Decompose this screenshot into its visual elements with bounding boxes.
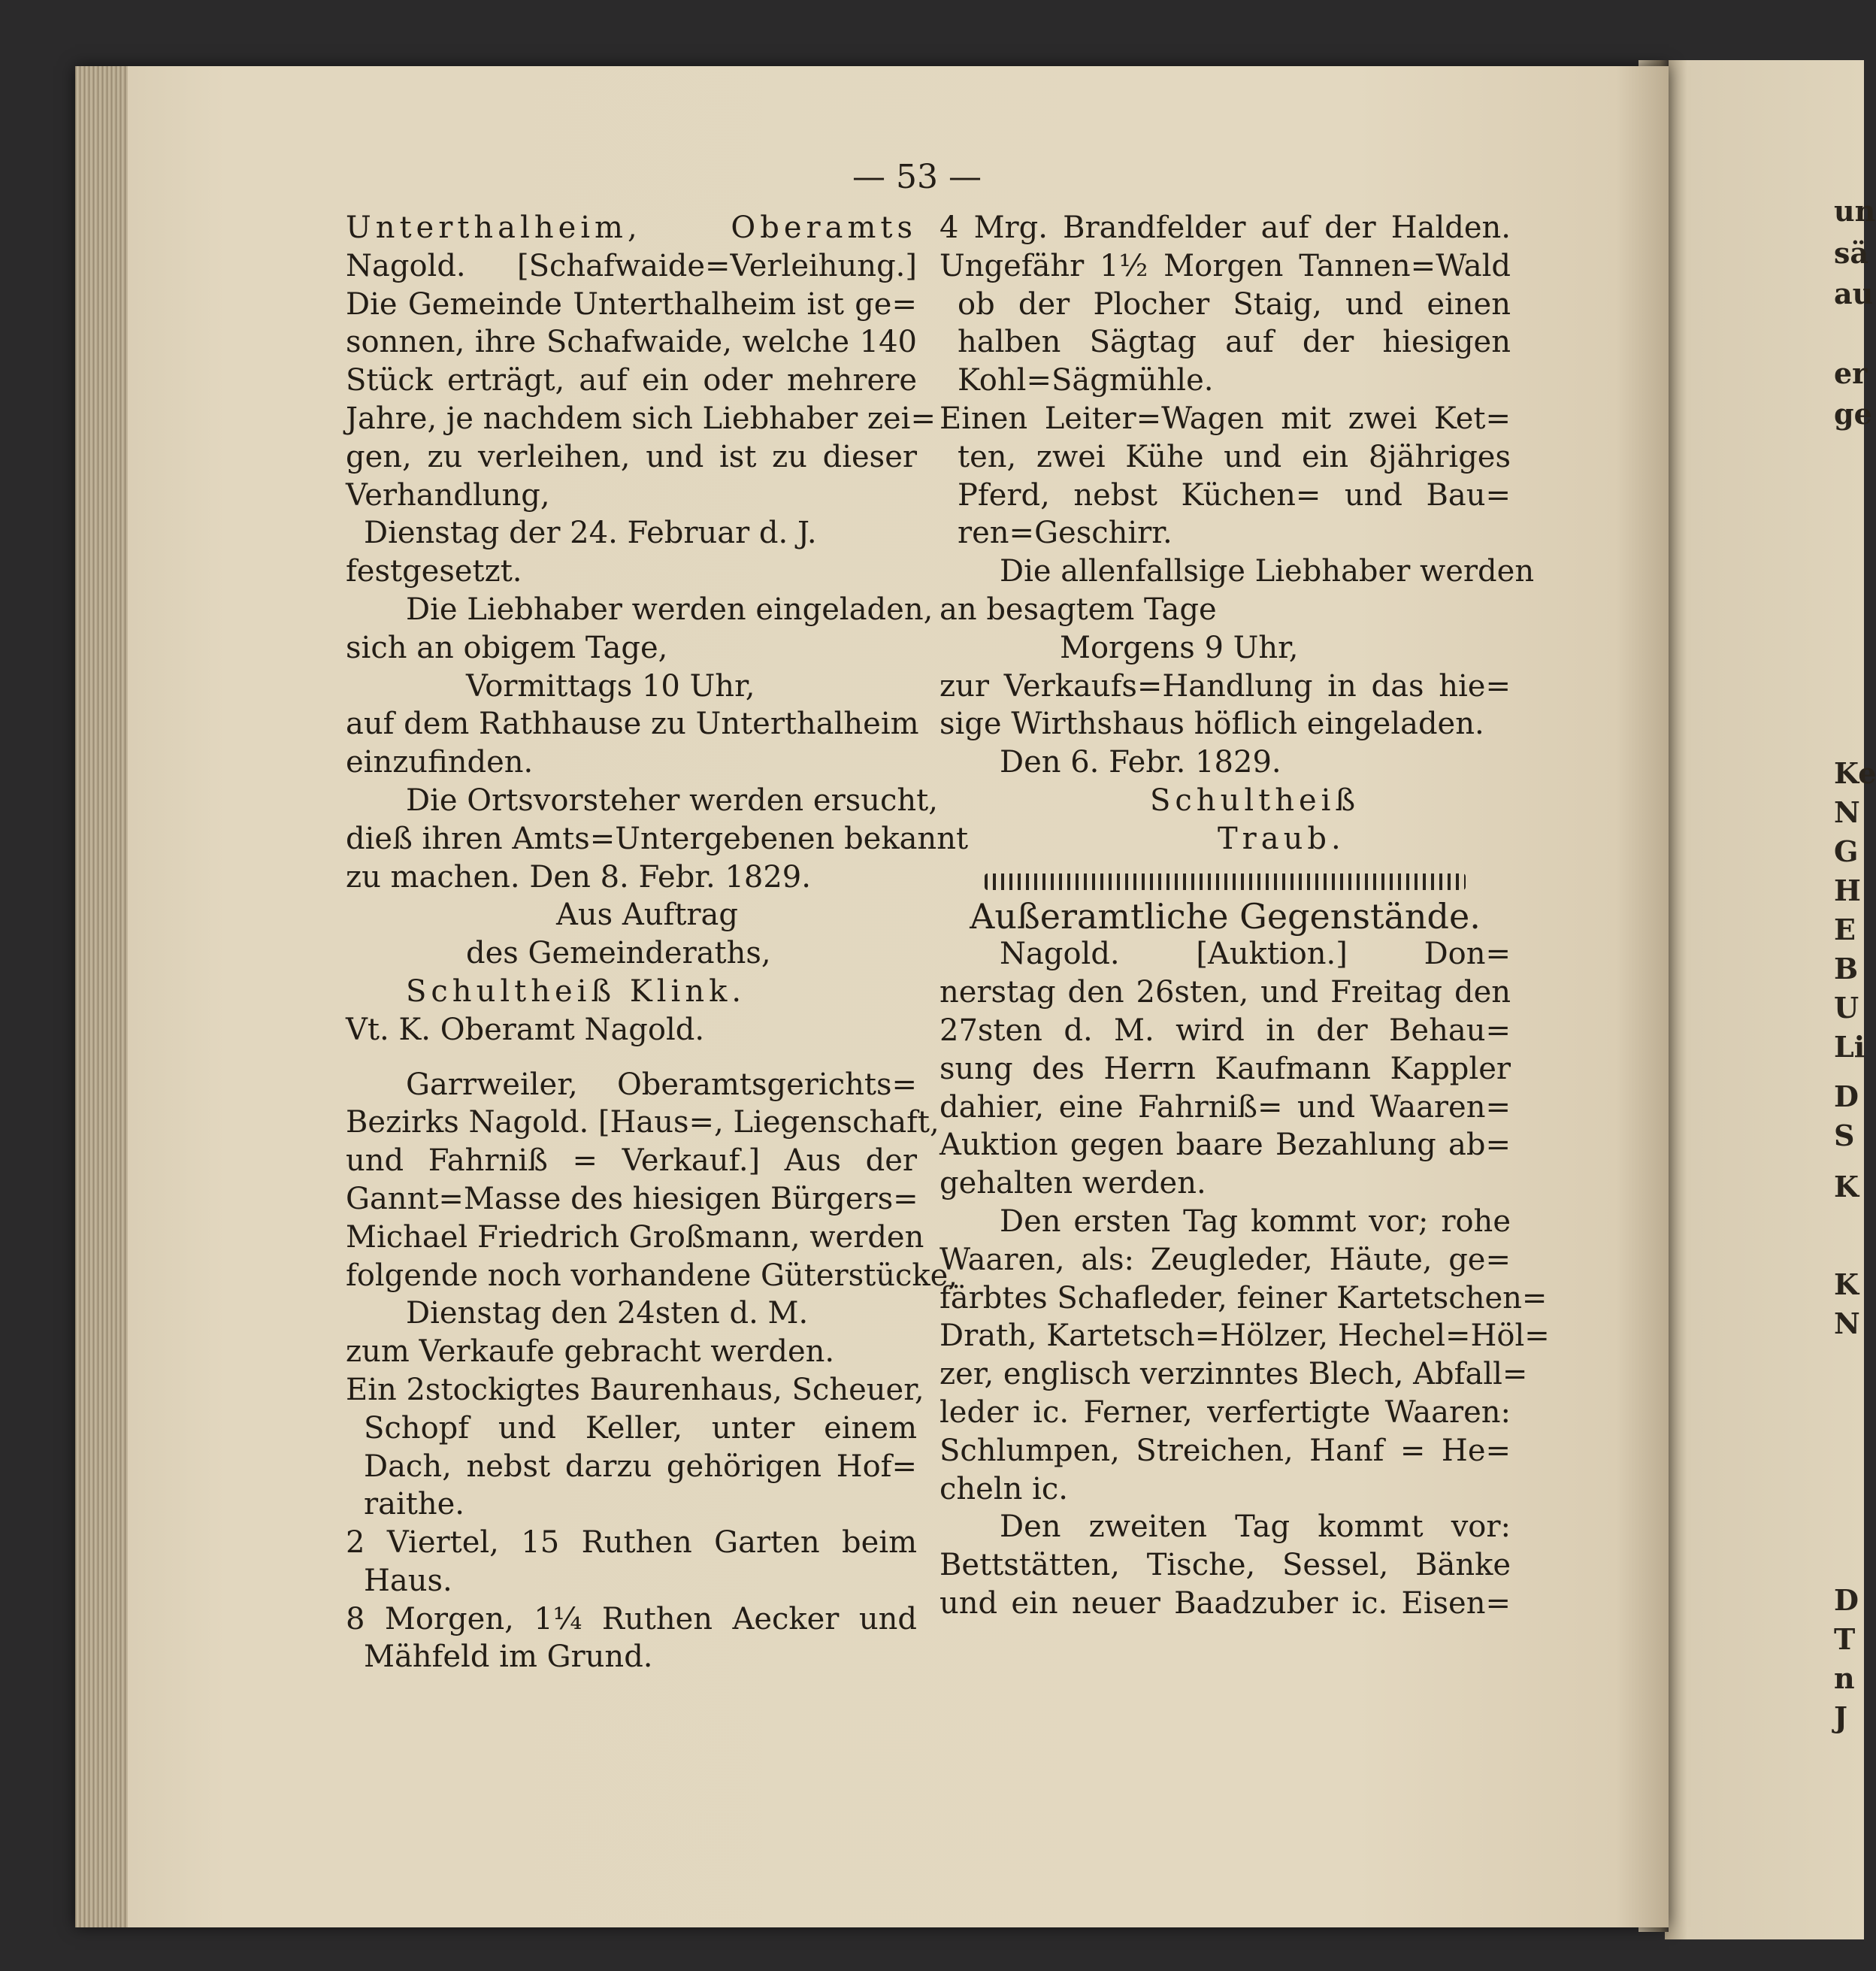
text-line: Dach, nebst darzu gehörigen Hof=	[364, 1449, 917, 1484]
text-line: halben Sägtag auf der hiesigen	[958, 325, 1511, 360]
next-page-fragment: ge	[1834, 397, 1872, 431]
text-line: Auktion gegen baare Bezahlung ab=	[940, 1128, 1511, 1163]
text-line: zer, englisch verzinntes Blech, Abfall=	[940, 1357, 1528, 1392]
text-line: Schultheiß	[1150, 783, 1360, 818]
text-line: Verhandlung,	[346, 477, 550, 513]
next-page-fragment: T	[1834, 1622, 1856, 1656]
text-line: Dienstag den 24sten d. M.	[406, 1296, 809, 1331]
next-page-fragment: S	[1834, 1119, 1855, 1152]
text-line: Bezirks Nagold. [Haus=, Liegenschaft,	[346, 1105, 940, 1140]
text-line: Haus.	[364, 1563, 452, 1598]
text-line: einzufinden.	[346, 745, 534, 780]
text-line: Den 6. Febr. 1829.	[1000, 745, 1281, 780]
text-line: sich an obigem Tage,	[346, 630, 668, 665]
text-line: Jahre, je nachdem sich Liebhaber zei=	[346, 401, 936, 436]
next-page-fragment: H	[1834, 873, 1861, 907]
text-line: Schopf und Keller, unter einem	[364, 1410, 917, 1446]
right-column-lines	[940, 209, 1535, 858]
text-line: cheln ic.	[940, 1471, 1069, 1506]
next-page-fragment: Li	[1834, 1030, 1865, 1064]
right-column	[940, 209, 1550, 1623]
decorative-wavy-rule	[985, 873, 1466, 890]
text-line: sung des Herrn Kaufmann Kappler	[940, 1051, 1511, 1086]
text-line: Ein 2stockigtes Baurenhaus, Scheuer,	[346, 1372, 924, 1407]
text-line: Pferd, nebst Küchen= und Bau=	[958, 477, 1511, 513]
next-page-fragment: N	[1834, 1306, 1860, 1340]
next-page-fragment: K	[1834, 1267, 1859, 1301]
text-line: Die allenfallsige Liebhaber werden	[1000, 554, 1535, 589]
text-line: und Fahrniß = Verkauf.] Aus der	[346, 1143, 917, 1179]
text-line: ren=Geschirr.	[958, 516, 1172, 551]
text-line: Kohl=Sägmühle.	[958, 363, 1214, 398]
text-line	[346, 1049, 917, 1066]
next-page-fragment: B	[1834, 952, 1859, 986]
text-line: Michael Friedrich Großmann, werden	[346, 1219, 924, 1255]
text-line: färbtes Schafleder, feiner Kartetschen=	[940, 1280, 1548, 1316]
text-line: Den zweiten Tag kommt vor:	[1000, 1509, 1511, 1545]
text-line: Bettstätten, Tische, Sessel, Bänke	[940, 1548, 1511, 1583]
left-column-lines	[346, 209, 969, 1676]
left-column	[346, 209, 969, 1676]
next-page-fragment: sä	[1834, 236, 1869, 270]
next-page-fragment: D	[1834, 1583, 1859, 1617]
text-line: leder ic. Ferner, verfertigte Waaren:	[940, 1394, 1511, 1430]
text-line: ob der Plocher Staig, und einen	[958, 286, 1511, 322]
next-page-fragment: er	[1834, 356, 1868, 390]
text-line: zum Verkaufe gebracht werden.	[346, 1334, 835, 1370]
text-line: dieß ihren Amts=Untergebenen bekannt	[346, 821, 969, 856]
text-line: Dienstag der 24. Februar d. J.	[364, 516, 817, 551]
next-page-fragment: n	[1834, 1661, 1855, 1695]
text-line: raithe.	[364, 1487, 464, 1522]
text-line: 27sten d. M. wird in der Behau=	[940, 1013, 1511, 1048]
next-page-fragment: U	[1834, 991, 1859, 1025]
next-page-fragment: G	[1834, 834, 1859, 868]
text-line: gen, zu verleihen, und ist zu dieser	[346, 439, 917, 474]
text-line: Drath, Kartetsch=Hölzer, Hechel=Höl=	[940, 1319, 1550, 1354]
text-line: sonnen, ihre Schafwaide, welche 140	[346, 325, 917, 360]
section-heading: Außeramtliche Gegenstände.	[970, 895, 1481, 937]
text-line: Garrweiler, Oberamtsgerichts=	[406, 1067, 917, 1102]
text-line: Nagold. [Schafwaide=Verleihung.]	[346, 248, 917, 283]
text-line: Gannt=Masse des hiesigen Bürgers=	[346, 1181, 918, 1216]
text-line: Unterthalheim, Oberamts	[346, 210, 917, 245]
text-line: an besagtem Tage	[940, 592, 1217, 627]
text-line: Schultheiß Klink.	[406, 973, 746, 1009]
text-line: des Gemeinderaths,	[466, 936, 771, 971]
text-line: Waaren, als: Zeugleder, Häute, ge=	[940, 1242, 1511, 1277]
text-line: 2 Viertel, 15 Ruthen Garten beim	[346, 1525, 917, 1561]
text-line: Die Liebhaber werden eingeladen,	[406, 592, 933, 627]
text-line: Morgens 9 Uhr,	[1060, 630, 1299, 665]
text-line: Aus Auftrag	[556, 898, 738, 933]
text-line: Vt. K. Oberamt Nagold.	[346, 1012, 705, 1047]
text-line: gehalten werden.	[940, 1166, 1206, 1201]
text-line: 8 Morgen, 1¼ Ruthen Aecker und	[346, 1601, 917, 1636]
text-line: Schlumpen, Streichen, Hanf = He=	[940, 1433, 1511, 1468]
text-line: Ungefähr 1½ Morgen Tannen=Wald	[940, 248, 1511, 283]
next-page	[1665, 60, 1876, 1939]
text-line: nerstag den 26sten, und Freitag den	[940, 975, 1511, 1010]
next-page-fragment: un	[1834, 194, 1876, 228]
text-line: zu machen. Den 8. Febr. 1829.	[346, 859, 811, 895]
text-line: Den ersten Tag kommt vor; rohe	[1000, 1203, 1511, 1239]
next-page-fragment: Ke	[1834, 756, 1876, 790]
next-page-fragment: K	[1834, 1170, 1859, 1203]
text-line: Vormittags 10 Uhr,	[466, 668, 755, 704]
text-line: 4 Mrg. Brandfelder auf der Halden.	[940, 210, 1511, 245]
text-line: sige Wirthshaus höflich eingeladen.	[940, 707, 1484, 742]
text-line: festgesetzt.	[346, 554, 522, 589]
next-page-fragment: J	[1834, 1700, 1847, 1734]
text-line: und ein neuer Baadzuber ic. Eisen=	[940, 1585, 1511, 1621]
text-line: Die Gemeinde Unterthalheim ist ge=	[346, 286, 917, 322]
text-line: ten, zwei Kühe und ein 8jähriges	[958, 439, 1511, 474]
text-line: Nagold. [Auktion.] Don=	[1000, 937, 1511, 972]
right-column-lines-2	[940, 935, 1550, 1622]
text-line: Stück erträgt, auf ein oder mehrere	[346, 363, 917, 398]
text-line: zur Verkaufs=Handlung in das hie=	[940, 668, 1511, 704]
text-line: Einen Leiter=Wagen mit zwei Ket=	[940, 401, 1511, 436]
text-line: Die Ortsvorsteher werden ersucht,	[406, 783, 938, 818]
text-line: Traub.	[1218, 821, 1345, 856]
next-page-fragment: N	[1834, 795, 1860, 829]
text-line: auf dem Rathhause zu Unterthalheim	[346, 707, 919, 742]
page-number: — 53 —	[852, 158, 982, 196]
text-line: folgende noch vorhandene Güterstücke,	[346, 1258, 958, 1293]
next-page-fragment: D	[1834, 1079, 1859, 1113]
next-page-fragment: au	[1834, 277, 1874, 310]
text-line: dahier, eine Fahrniß= und Waaren=	[940, 1089, 1511, 1125]
page-edges	[75, 66, 128, 1927]
text-line: Mähfeld im Grund.	[364, 1639, 653, 1675]
next-page-fragment: E	[1834, 913, 1856, 946]
